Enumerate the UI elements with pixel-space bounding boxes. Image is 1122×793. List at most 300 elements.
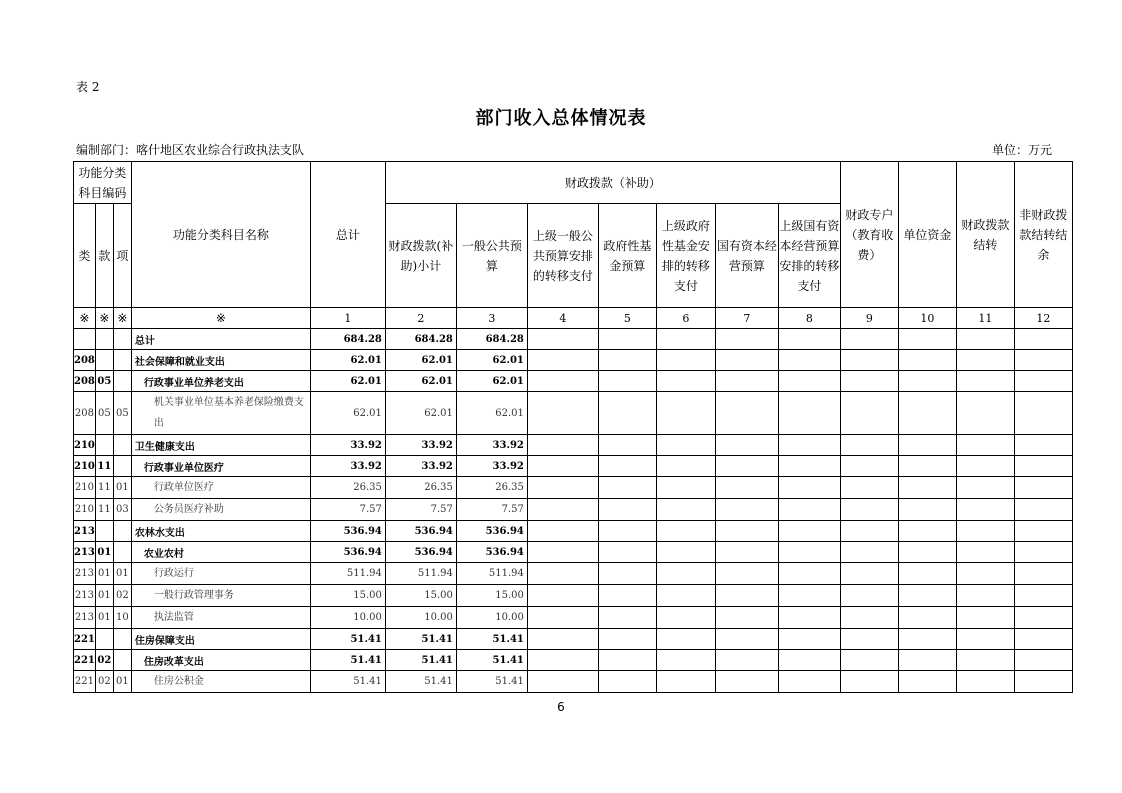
general-public-cell: 51.41 xyxy=(456,650,527,671)
xiang-cell xyxy=(113,371,131,392)
xiang-cell xyxy=(113,542,131,563)
empty-cell xyxy=(956,371,1014,392)
name-cell: 一般行政管理事务 xyxy=(131,585,310,607)
lei-cell: 208 xyxy=(74,350,96,371)
empty-cell xyxy=(598,499,656,521)
empty-cell xyxy=(778,521,840,542)
table-row xyxy=(74,371,1073,392)
lei-header: 类 xyxy=(74,204,96,308)
empty-cell xyxy=(1014,329,1072,350)
fiscal-subtotal-cell: 26.35 xyxy=(385,477,456,499)
name-cell: 总计 xyxy=(131,329,310,350)
lei-cell: 221 xyxy=(74,671,96,693)
xiang-cell: 02 xyxy=(113,585,131,607)
empty-cell xyxy=(527,477,598,499)
empty-cell xyxy=(656,371,715,392)
name-cell: 住房公积金 xyxy=(131,671,310,693)
empty-cell xyxy=(956,563,1014,585)
empty-cell xyxy=(778,542,840,563)
empty-cell xyxy=(778,456,840,477)
empty-cell xyxy=(598,585,656,607)
kuan-cell: 05 xyxy=(95,371,113,392)
func-class-code-header: 功能分类科目编码 xyxy=(74,162,132,204)
empty-cell xyxy=(656,542,715,563)
fiscal-subtotal-cell: 536.94 xyxy=(385,542,456,563)
empty-cell xyxy=(778,585,840,607)
empty-cell xyxy=(956,329,1014,350)
mark-cell: ※ xyxy=(74,308,96,329)
empty-cell xyxy=(715,350,778,371)
empty-cell xyxy=(840,521,898,542)
empty-cell xyxy=(656,456,715,477)
name-cell: 住房保障支出 xyxy=(131,629,310,650)
kuan-cell: 11 xyxy=(95,499,113,521)
fiscal-subtotal-cell: 684.28 xyxy=(385,329,456,350)
empty-cell xyxy=(656,392,715,435)
name-cell: 机关事业单位基本养老保险缴费支出 xyxy=(131,392,310,435)
fiscal-subtotal-cell: 33.92 xyxy=(385,435,456,456)
lei-cell: 210 xyxy=(74,456,96,477)
general-public-cell: 684.28 xyxy=(456,329,527,350)
fiscal-subtotal-cell: 51.41 xyxy=(385,629,456,650)
table-row xyxy=(74,392,1073,435)
empty-cell xyxy=(898,650,956,671)
kuan-cell xyxy=(95,435,113,456)
empty-cell xyxy=(527,456,598,477)
empty-cell xyxy=(956,607,1014,629)
empty-cell xyxy=(1014,350,1072,371)
xiang-cell: 05 xyxy=(113,392,131,435)
empty-cell xyxy=(956,435,1014,456)
kuan-cell: 05 xyxy=(95,392,113,435)
empty-cell xyxy=(715,329,778,350)
fiscal-subtotal-cell: 51.41 xyxy=(385,671,456,693)
empty-cell xyxy=(715,477,778,499)
total-cell: 536.94 xyxy=(310,521,385,542)
kuan-cell xyxy=(95,329,113,350)
empty-cell xyxy=(1014,650,1072,671)
empty-cell xyxy=(715,607,778,629)
name-cell: 公务员医疗补助 xyxy=(131,499,310,521)
table-row xyxy=(74,607,1073,629)
table-row xyxy=(74,629,1073,650)
empty-cell xyxy=(898,629,956,650)
empty-cell xyxy=(527,650,598,671)
general-public-cell: 62.01 xyxy=(456,350,527,371)
column-number: 9 xyxy=(840,308,898,329)
page-title: 部门收入总体情况表 xyxy=(475,108,647,129)
empty-cell xyxy=(527,607,598,629)
column-number: 11 xyxy=(956,308,1014,329)
xiang-cell xyxy=(113,435,131,456)
fiscal-subtotal-cell: 10.00 xyxy=(385,607,456,629)
empty-cell xyxy=(1014,456,1072,477)
empty-cell xyxy=(527,350,598,371)
upper-general-transfer-header: 上级一般公共预算安排的转移支付 xyxy=(527,204,598,308)
empty-cell xyxy=(898,585,956,607)
empty-cell xyxy=(778,499,840,521)
table-row xyxy=(74,650,1073,671)
empty-cell xyxy=(840,456,898,477)
table-row xyxy=(74,477,1073,499)
empty-cell xyxy=(715,435,778,456)
mark-cell: ※ xyxy=(95,308,113,329)
table-header xyxy=(74,162,1073,329)
department-label: 编制部门：喀什地区农业综合行政执法支队 xyxy=(76,143,305,157)
empty-cell xyxy=(898,435,956,456)
fiscal-subtotal-cell: 15.00 xyxy=(385,585,456,607)
empty-cell xyxy=(778,650,840,671)
name-cell: 卫生健康支出 xyxy=(131,435,310,456)
upper-state-capital-transfer-header: 上级国有资本经营预算安排的转移支付 xyxy=(778,204,840,308)
empty-cell xyxy=(778,629,840,650)
empty-cell xyxy=(956,521,1014,542)
empty-cell xyxy=(715,499,778,521)
empty-cell xyxy=(656,629,715,650)
xiang-cell: 01 xyxy=(113,477,131,499)
table-row xyxy=(74,350,1073,371)
fiscal-subtotal-cell: 7.57 xyxy=(385,499,456,521)
empty-cell xyxy=(656,477,715,499)
column-number: 10 xyxy=(898,308,956,329)
name-cell: 社会保障和就业支出 xyxy=(131,350,310,371)
kuan-cell: 11 xyxy=(95,456,113,477)
empty-cell xyxy=(715,456,778,477)
empty-cell xyxy=(778,607,840,629)
general-public-cell: 7.57 xyxy=(456,499,527,521)
empty-cell xyxy=(778,329,840,350)
xiang-cell xyxy=(113,650,131,671)
empty-cell xyxy=(656,585,715,607)
name-cell: 农林水支出 xyxy=(131,521,310,542)
empty-cell xyxy=(527,329,598,350)
empty-cell xyxy=(656,499,715,521)
empty-cell xyxy=(956,499,1014,521)
empty-cell xyxy=(956,671,1014,693)
empty-cell xyxy=(598,650,656,671)
name-cell: 住房改革支出 xyxy=(131,650,310,671)
fiscal-subtotal-cell: 62.01 xyxy=(385,392,456,435)
name-cell: 行政运行 xyxy=(131,563,310,585)
empty-cell xyxy=(1014,371,1072,392)
empty-cell xyxy=(1014,585,1072,607)
name-cell: 行政事业单位医疗 xyxy=(131,456,310,477)
total-cell: 62.01 xyxy=(310,392,385,435)
column-number: 2 xyxy=(385,308,456,329)
income-table xyxy=(73,161,1073,693)
empty-cell xyxy=(1014,671,1072,693)
empty-cell xyxy=(715,671,778,693)
kuan-cell: 01 xyxy=(95,563,113,585)
total-cell: 15.00 xyxy=(310,585,385,607)
empty-cell xyxy=(1014,499,1072,521)
general-public-cell: 26.35 xyxy=(456,477,527,499)
table-number: 表 2 xyxy=(76,80,100,94)
empty-cell xyxy=(1014,629,1072,650)
empty-cell xyxy=(898,542,956,563)
lei-cell: 221 xyxy=(74,650,96,671)
empty-cell xyxy=(598,350,656,371)
empty-cell xyxy=(778,563,840,585)
empty-cell xyxy=(1014,563,1072,585)
xiang-cell: 03 xyxy=(113,499,131,521)
total-cell: 10.00 xyxy=(310,607,385,629)
empty-cell xyxy=(898,563,956,585)
name-cell: 行政单位医疗 xyxy=(131,477,310,499)
general-public-cell: 536.94 xyxy=(456,542,527,563)
lei-cell: 213 xyxy=(74,585,96,607)
general-public-header: 一般公共预算 xyxy=(456,204,527,308)
empty-cell xyxy=(656,650,715,671)
unit-fund-header: 单位资金 xyxy=(898,162,956,308)
empty-cell xyxy=(840,392,898,435)
empty-cell xyxy=(715,392,778,435)
fiscal-subtotal-cell: 51.41 xyxy=(385,650,456,671)
empty-cell xyxy=(656,350,715,371)
mark-cell: ※ xyxy=(113,308,131,329)
total-cell: 511.94 xyxy=(310,563,385,585)
column-number: 6 xyxy=(656,308,715,329)
empty-cell xyxy=(1014,521,1072,542)
page-number: 6 xyxy=(557,700,565,714)
total-cell: 33.92 xyxy=(310,456,385,477)
general-public-cell: 62.01 xyxy=(456,392,527,435)
empty-cell xyxy=(527,435,598,456)
empty-cell xyxy=(840,435,898,456)
column-number: 1 xyxy=(310,308,385,329)
empty-cell xyxy=(527,371,598,392)
empty-cell xyxy=(956,629,1014,650)
empty-cell xyxy=(778,671,840,693)
empty-cell xyxy=(840,563,898,585)
general-public-cell: 51.41 xyxy=(456,629,527,650)
general-public-cell: 51.41 xyxy=(456,671,527,693)
empty-cell xyxy=(1014,435,1072,456)
empty-cell xyxy=(598,371,656,392)
fiscal-group-header: 财政拨款（补助） xyxy=(385,162,840,204)
lei-cell: 208 xyxy=(74,392,96,435)
empty-cell xyxy=(778,477,840,499)
unit-label: 单位：万元 xyxy=(991,143,1052,157)
kuan-cell: 01 xyxy=(95,607,113,629)
state-capital-header: 国有资本经营预算 xyxy=(715,204,778,308)
xiang-cell: 01 xyxy=(113,671,131,693)
fiscal-subtotal-cell: 536.94 xyxy=(385,521,456,542)
xiang-cell xyxy=(113,329,131,350)
empty-cell xyxy=(715,650,778,671)
empty-cell xyxy=(656,563,715,585)
table-row xyxy=(74,542,1073,563)
empty-cell xyxy=(956,585,1014,607)
empty-cell xyxy=(898,371,956,392)
table-row xyxy=(74,563,1073,585)
empty-cell xyxy=(956,477,1014,499)
empty-cell xyxy=(1014,542,1072,563)
empty-cell xyxy=(715,629,778,650)
total-cell: 51.41 xyxy=(310,629,385,650)
name-cell: 执法监管 xyxy=(131,607,310,629)
empty-cell xyxy=(898,350,956,371)
xiang-cell: 01 xyxy=(113,563,131,585)
empty-cell xyxy=(656,435,715,456)
empty-cell xyxy=(1014,477,1072,499)
table-row xyxy=(74,435,1073,456)
empty-cell xyxy=(898,671,956,693)
empty-cell xyxy=(598,329,656,350)
mark-cell: ※ xyxy=(131,308,310,329)
empty-cell xyxy=(598,521,656,542)
fiscal-subtotal-header: 财政拨款(补助)小计 xyxy=(385,204,456,308)
general-public-cell: 62.01 xyxy=(456,371,527,392)
empty-cell xyxy=(1014,607,1072,629)
empty-cell xyxy=(527,563,598,585)
empty-cell xyxy=(840,650,898,671)
kuan-cell xyxy=(95,629,113,650)
table-body xyxy=(74,329,1073,693)
kuan-cell: 01 xyxy=(95,585,113,607)
empty-cell xyxy=(898,329,956,350)
general-public-cell: 10.00 xyxy=(456,607,527,629)
empty-cell xyxy=(656,329,715,350)
fiscal-subtotal-cell: 511.94 xyxy=(385,563,456,585)
total-cell: 51.41 xyxy=(310,650,385,671)
empty-cell xyxy=(527,521,598,542)
empty-cell xyxy=(898,392,956,435)
empty-cell xyxy=(898,477,956,499)
empty-cell xyxy=(598,456,656,477)
nonfiscal-carryover-header: 非财政拨款结转结余 xyxy=(1014,162,1072,308)
empty-cell xyxy=(840,607,898,629)
empty-cell xyxy=(840,671,898,693)
empty-cell xyxy=(840,371,898,392)
column-number: 7 xyxy=(715,308,778,329)
empty-cell xyxy=(840,499,898,521)
name-cell: 农业农村 xyxy=(131,542,310,563)
kuan-header: 款 xyxy=(95,204,113,308)
empty-cell xyxy=(840,629,898,650)
empty-cell xyxy=(956,456,1014,477)
table-row xyxy=(74,329,1073,350)
total-cell: 684.28 xyxy=(310,329,385,350)
empty-cell xyxy=(956,350,1014,371)
empty-cell xyxy=(778,350,840,371)
empty-cell xyxy=(840,542,898,563)
empty-cell xyxy=(898,607,956,629)
empty-cell xyxy=(898,521,956,542)
kuan-cell xyxy=(95,350,113,371)
empty-cell xyxy=(527,585,598,607)
empty-cell xyxy=(598,392,656,435)
empty-cell xyxy=(898,499,956,521)
empty-cell xyxy=(598,607,656,629)
general-public-cell: 511.94 xyxy=(456,563,527,585)
xiang-header: 项 xyxy=(113,204,131,308)
empty-cell xyxy=(598,435,656,456)
general-public-cell: 15.00 xyxy=(456,585,527,607)
kuan-cell: 11 xyxy=(95,477,113,499)
lei-cell: 213 xyxy=(74,521,96,542)
total-cell: 62.01 xyxy=(310,371,385,392)
total-cell: 7.57 xyxy=(310,499,385,521)
table-row xyxy=(74,456,1073,477)
general-public-cell: 33.92 xyxy=(456,435,527,456)
general-public-cell: 536.94 xyxy=(456,521,527,542)
total-cell: 26.35 xyxy=(310,477,385,499)
xiang-cell xyxy=(113,521,131,542)
empty-cell xyxy=(898,456,956,477)
fiscal-carryover-header: 财政拨款结转 xyxy=(956,162,1014,308)
total-cell: 51.41 xyxy=(310,671,385,693)
column-number: 5 xyxy=(598,308,656,329)
total-header: 总计 xyxy=(310,162,385,308)
lei-cell xyxy=(74,329,96,350)
table-row xyxy=(74,521,1073,542)
empty-cell xyxy=(527,629,598,650)
general-public-cell: 33.92 xyxy=(456,456,527,477)
empty-cell xyxy=(527,392,598,435)
empty-cell xyxy=(715,585,778,607)
kuan-cell xyxy=(95,521,113,542)
empty-cell xyxy=(656,521,715,542)
column-number: 3 xyxy=(456,308,527,329)
empty-cell xyxy=(527,542,598,563)
xiang-cell xyxy=(113,629,131,650)
empty-cell xyxy=(598,542,656,563)
fiscal-subtotal-cell: 62.01 xyxy=(385,350,456,371)
xiang-cell xyxy=(113,456,131,477)
lei-cell: 208 xyxy=(74,371,96,392)
column-number: 12 xyxy=(1014,308,1072,329)
table-row xyxy=(74,585,1073,607)
column-number: 4 xyxy=(527,308,598,329)
fiscal-subtotal-cell: 62.01 xyxy=(385,371,456,392)
xiang-cell: 10 xyxy=(113,607,131,629)
upper-gov-fund-transfer-header: 上级政府性基金安排的转移支付 xyxy=(656,204,715,308)
empty-cell xyxy=(527,499,598,521)
empty-cell xyxy=(840,329,898,350)
fiscal-subtotal-cell: 33.92 xyxy=(385,456,456,477)
name-cell: 行政事业单位养老支出 xyxy=(131,371,310,392)
table-row xyxy=(74,671,1073,693)
empty-cell xyxy=(598,477,656,499)
empty-cell xyxy=(656,671,715,693)
empty-cell xyxy=(956,392,1014,435)
empty-cell xyxy=(715,371,778,392)
empty-cell xyxy=(956,542,1014,563)
kuan-cell: 01 xyxy=(95,542,113,563)
empty-cell xyxy=(778,371,840,392)
empty-cell xyxy=(956,650,1014,671)
kuan-cell: 02 xyxy=(95,671,113,693)
total-cell: 536.94 xyxy=(310,542,385,563)
empty-cell xyxy=(715,521,778,542)
func-class-name-header: 功能分类科目名称 xyxy=(131,162,310,308)
empty-cell xyxy=(598,671,656,693)
empty-cell xyxy=(598,629,656,650)
lei-cell: 213 xyxy=(74,542,96,563)
empty-cell xyxy=(715,542,778,563)
lei-cell: 213 xyxy=(74,607,96,629)
empty-cell xyxy=(656,607,715,629)
total-cell: 33.92 xyxy=(310,435,385,456)
empty-cell xyxy=(840,477,898,499)
empty-cell xyxy=(840,350,898,371)
lei-cell: 221 xyxy=(74,629,96,650)
lei-cell: 210 xyxy=(74,499,96,521)
special-fund-header: 财政专户（教育收费） xyxy=(840,162,898,308)
gov-fund-header: 政府性基金预算 xyxy=(598,204,656,308)
lei-cell: 210 xyxy=(74,477,96,499)
